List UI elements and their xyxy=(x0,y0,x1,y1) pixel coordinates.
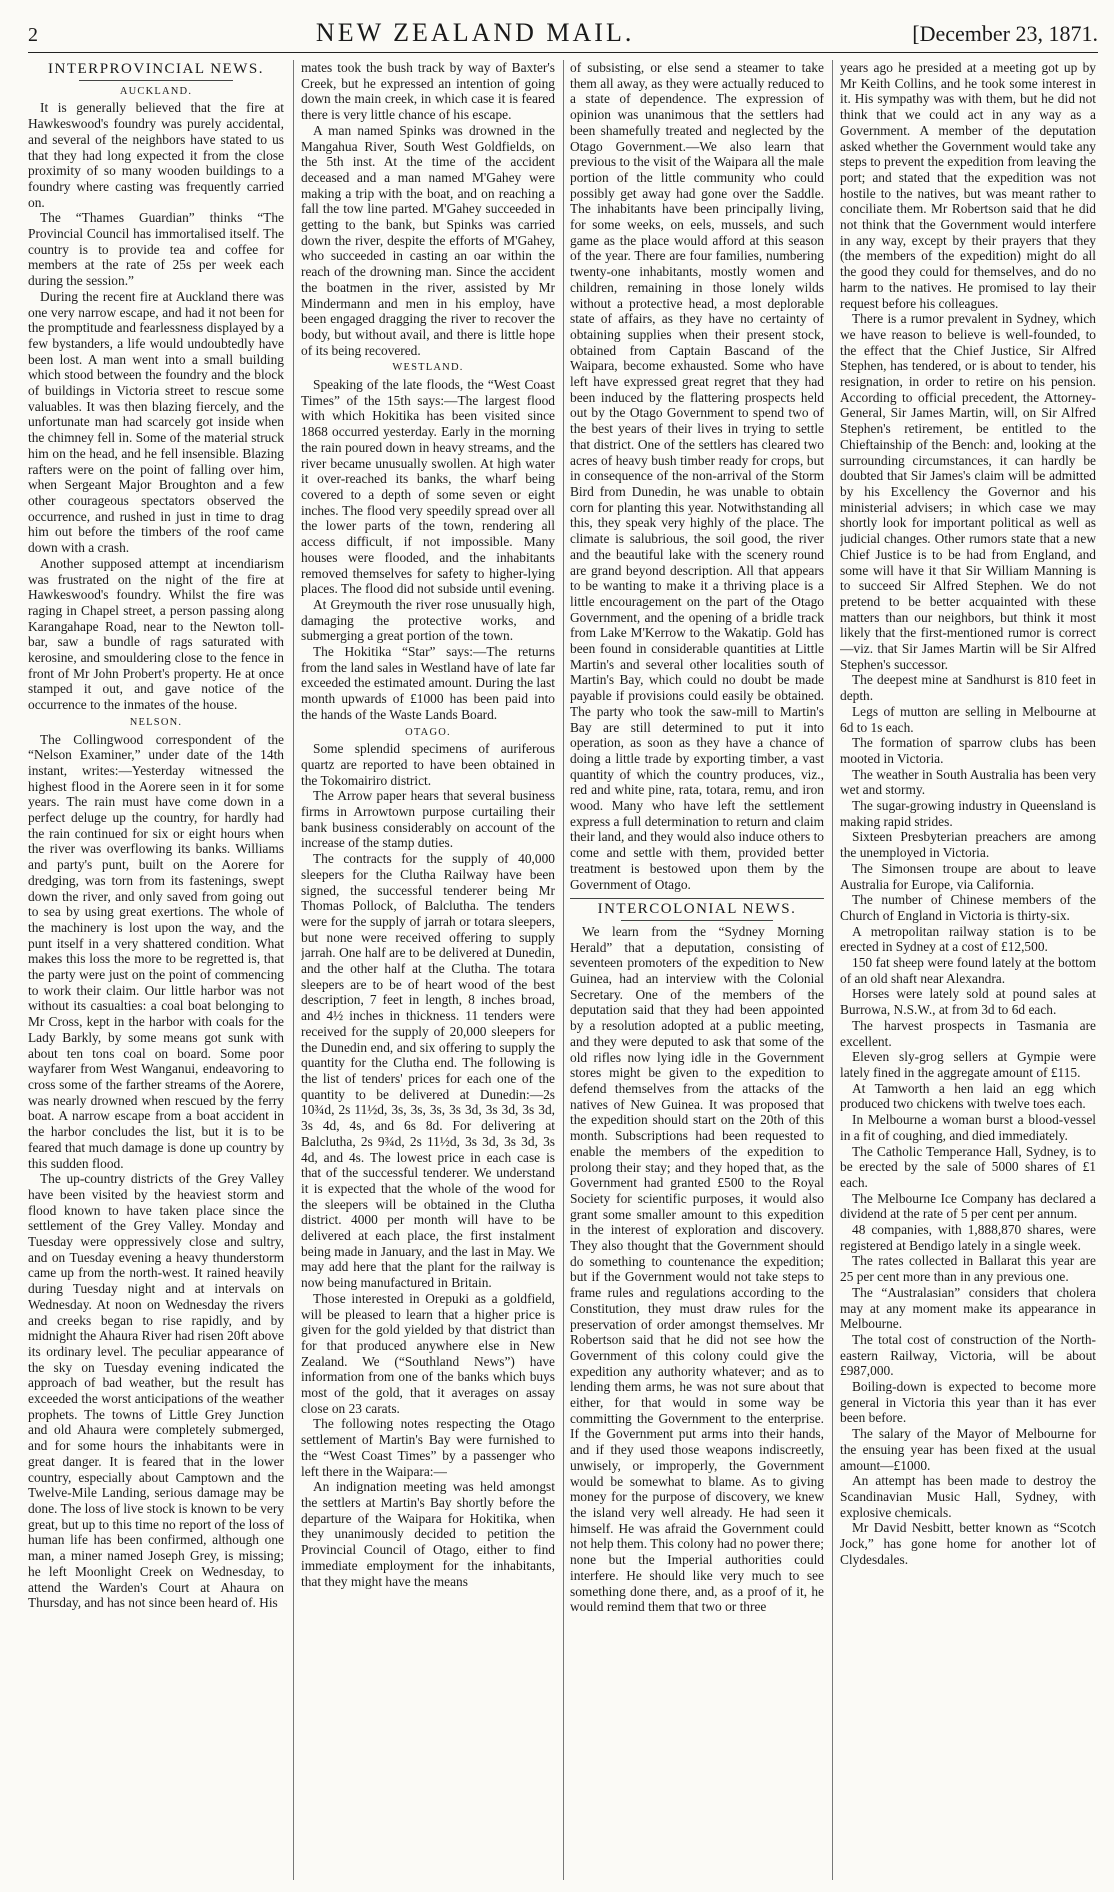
section-rule xyxy=(570,898,824,899)
column-4 xyxy=(840,60,1096,1882)
news-item: The weather in South Australia has been very wet and stormy. xyxy=(840,766,1096,798)
article-paragraph: The Hokitika “Star” says:—The returns from the land sales in Westland have of late far exceeded the estimated amount. During the last month upwards of £1000 has been paid into the hands of the Waste Lands Board. xyxy=(301,644,555,722)
article-paragraph: An indignation meeting was held amongst the settlers at Martin's Bay shortly before the departure of the Waipara for Hokitika, when they unanimously decided to petition the Provincial Council of Otago, either to find immediate employment for the inhabitants, that they might have the means xyxy=(301,1479,555,1589)
news-item: A metropolitan railway station is to be erected in Sydney at a cost of £12,500. xyxy=(840,923,1096,955)
article-paragraph: Those interested in Orepuki as a goldfield, will be pleased to learn that a higher price is given for the gold yielded by that district than for that produced anywhere else in New Zealand. We (“Southland News”) have information from one of the banks which buys most of the gold, that it averages on assay close on 23 carats. xyxy=(301,1290,555,1416)
article-paragraph: There is a rumor prevalent in Sydney, which we have reason to believe is well-founded, to the effect that the Chief Justice, Sir Alfred Stephen, has tendered, or is about to tender, his resignation, in order to retire on his pension. According to official precedent, the Attorney-General, Sir James Martin, will, on Sir Alfred Stephen's retirement, be entitled to the Chieftainship of the Bench: and, looking at the surrounding circumstances, it can hardly be doubted that Sir James's claim will be admitted by his Excellency the Governor and his ministerial advisers; in which case we may shortly look for important political as well as judicial changes. Other rumors state that a new Chief Justice is to be had from England, and some will have it that Sir William Manning is to succeed Sir Alfred Stephen. We do not pretend to be better acquainted with these matters than our neighbors, but think it most likely that the first-mentioned rumor is correct—viz. that Sir James Martin will be Sir Alfred Stephen's successor. xyxy=(840,311,1096,672)
article-paragraph: The contracts for the supply of 40,000 sleepers for the Clutha Railway have been signed, the successful tenderer being Mr Thomas Pollock, of Balclutha. The tenders were for the supply of jarrah or totara sleepers, but none were received offering to supply jarrah. One half are to be delivered at Dunedin, and the other half at the Clutha. The totara sleepers are to be of heart wood of the best description, 7 feet in length, 8 inches broad, and 4½ inches in thickness. 11 tenders were received for the supply of 20,000 sleepers for the Dunedin end, and six offering to supply the quantity for the Clutha end. The following is the list of tenders' prices for each one of the quantity to be delivered at Dunedin:—2s 10¾d, 2s 11½d, 3s, 3s, 3s, 3s 3d, 3s 3d, 3s 3d, 3s 4d, 4s, and 6s 8d. For delivering at Balclutha, 2s 9¾d, 2s 11½d, 3s 3d, 3s 3d, 3s 4d, and 4s. The lowest price in each case is that of the successful tenderer. We understand it is expected that the whole of the wood for the sleepers will be obtained in the Clutha district. 4000 per month will have to be delivered at each place, the first instalment being made in January, and the last in May. We may add here that the plant for the railway is now being manufactured in Britain. xyxy=(301,851,555,1291)
heading-rule xyxy=(79,80,233,81)
column-divider xyxy=(832,60,833,1880)
column-divider xyxy=(293,60,294,1880)
news-item: 48 companies, with 1,888,870 shares, were registered at Bendigo lately in a single week. xyxy=(840,1222,1096,1253)
article-paragraph: years ago he presided at a meeting got up by Mr Keith Collins, and he took some interest in it. His sympathy was with them, but he did not think that we could act in any way as a Government. A member of the deputation asked whether the Government would take any steps to prevent the expedition from leaving the port; and stated that the expedition was not hostile to the natives, but was meant rather to conciliate them. Mr Robertson said that he did not think that the Government would interfere in any way, except by their prayers that they (the members of the expedition) might do all the good they could for themselves, and do no harm to the natives. He promised to lay their request before his colleagues. xyxy=(840,60,1096,311)
masthead xyxy=(28,18,1098,53)
news-item: The salary of the Mayor of Melbourne for the ensuing year has been fixed at the usual amount—£1000. xyxy=(840,1426,1096,1473)
article-paragraph: Another supposed attempt at incendiarism was frustrated on the night of the fire at Hawkeswood's foundry. Whilst the fire was raging in Chapel street, a person passing along Karangahape Road, near to the Newton toll-bar, saw a bundle of rags saturated with kerosine, and smouldering close to the fence in front of Mr John Probert's property. He at once stamped it out, and gave notice of the occurrence to the inmates of the house. xyxy=(28,555,284,713)
article-paragraph: mates took the bush track by way of Baxter's Creek, but he expressed an intention of going down the main creek, in which case it is feared there is very little chance of his escape. xyxy=(301,60,555,123)
subheading-otago: OTAGO. xyxy=(405,726,451,738)
news-item: The total cost of construction of the North-eastern Railway, Victoria, will be about £987,000. xyxy=(840,1331,1096,1379)
article-paragraph: A man named Spinks was drowned in the Mangahua River, South West Goldfields, on the 5th inst. At the time of the accident deceased and a man named M'Gahey were making a trip with the boat, and on reaching a fall the tow line parted. M'Gahey succeeded in getting to the bank, but Spinks was carried down the river, despite the efforts of M'Gahey, who succeeded in casting an oar within the reach of the drowning man. Since the accident the boatmen in the river, assisted by Mr Mindermann and men in his employ, have been engaged dragging the river to recover the body, but without avail, and there is little hope of its being recovered. xyxy=(301,122,555,358)
news-item: An attempt has been made to destroy the Scandinavian Music Hall, Sydney, with explosive chemicals. xyxy=(840,1473,1096,1520)
news-item: The Simonsen troupe are about to leave Australia for Europe, via California. xyxy=(840,860,1096,892)
article-paragraph: The “Thames Guardian” thinks “The Provincial Council has immortalised itself. The country is to provide tea and coffee for members at the rate of 25s per week each during the session.” xyxy=(28,210,284,289)
news-item: Eleven sly-grog sellers at Gympie were lately fined in the aggregate amount of £115. xyxy=(840,1049,1096,1080)
article-paragraph: During the recent fire at Auckland there was one very narrow escape, and had it not been for the promptitude and fearlessness displayed by a few bystanders, a life would undoubtedly have been lost. A man went into a small building which stood between the foundry and the block of buildings in Victoria street to rescue some valuables. It was then blazing fiercely, and the unfortunate man had scarcely got inside when the chimney fell in. Some of the material struck him on the head, and he fell insensible. Blazing rafters were on the point of falling over him, when Sergeant Major Broughton and a few other courageous spectators observed the occurrence, and rushed in just in time to drag him out before the timbers of the roof came down with a crash. xyxy=(28,288,284,556)
news-item: The rates collected in Ballarat this year are 25 per cent more than in any previous one. xyxy=(840,1253,1096,1285)
column-3 xyxy=(570,60,824,1882)
column-2 xyxy=(301,60,555,1882)
news-item: Boiling-down is expected to become more general in Victoria this year than it has ever been before. xyxy=(840,1379,1096,1426)
heading-rule xyxy=(621,920,773,921)
newspaper-title: NEW ZEALAND MAIL. xyxy=(315,18,635,47)
news-item: At Tamworth a hen laid an egg which produced two chickens with twelve toes each. xyxy=(840,1080,1096,1112)
news-item: The deepest mine at Sandhurst is 810 feet in depth. xyxy=(840,672,1096,704)
news-item: The sugar-growing industry in Queensland is making rapid strides. xyxy=(840,798,1096,829)
news-item: The formation of sparrow clubs has been mooted in Victoria. xyxy=(840,735,1096,766)
news-item: Horses were lately sold at pound sales at Burrowa, N.S.W., at from 3d to 6d each. xyxy=(840,986,1096,1018)
news-item: Mr David Nesbitt, better known as “Scotch Jock,” has gone home for another lot of Clydesdales. xyxy=(840,1520,1096,1567)
article-paragraph: Some splendid specimens of auriferous quartz are reported to have been obtained in the Tokomairiro district. xyxy=(301,741,555,788)
news-item: 150 fat sheep were found lately at the bottom of an old shaft near Alexandra. xyxy=(840,955,1096,986)
article-paragraph: The following notes respecting the Otago settlement of Martin's Bay were furnished to the “West Coast Times” by a passenger who left there in the Waipara:— xyxy=(301,1416,555,1479)
article-paragraph: of subsisting, or else send a steamer to take them all away, as they were actually reduced to a state of dependence. The expression of opinion was unanimous that the settlers had been shamefully treated and neglected by the Otago Government.—We also learn that previous to the visit of the Waipara all the male portion of the little community who could possibly get away had gone over the Saddle. The inhabitants have been principally living, for some weeks, on eels, mussels, and such game as the place would afford at this season of the year. There are four families, numbering twenty-one inhabitants, mostly women and children, remaining in those lonely wilds without a protective head, a most deplorable state of affairs, as they have no certainty of obtaining supplies when their present stock, obtained from Captain Bascand of the Waipara, become exhausted. Some who have left have expressed great regret that they had been induced by the flattering prospects held out by the Otago Government to spend two of the best years of their lives in trying to settle that district. One of the settlers has cleared two acres of heavy bush timber ready for crops, but in consequence of the non-arrival of the Storm Bird from Dunedin, he was unable to obtain corn for planting this year. Notwithstanding all this, they speak very highly of the place. The climate is salubrious, the soil good, the river and the beautiful lake with the scenery round are grand beyond description. All that appears to be wanting to make it a thriving place is a little encouragement on the part of the Otago Government, and the opening of a bridle track from Lake M'Kerrow to the Wakatip. Gold has been found in considerable quantities at Little Martin's and several other localities south of Martin's Bay, which could no doubt be made payable if provisions could easily be obtained. The party who took the saw-mill to Martin's Bay are still determined to put it into operation, as soon as they have a chance of doing a little trade by exporting timber, a vast quantity of which the country produces, viz., red and white pine, rata, totara, remu, and iron wood. Many who have left the settlement express a full determination to return and claim their land, and they would also induce others to come and settle with them, provided better treatment is bestowed upon them by the Government of Otago. xyxy=(570,60,824,892)
news-item: Legs of mutton are selling in Melbourne at 6d to 1s each. xyxy=(840,703,1096,735)
news-item: In Melbourne a woman burst a blood-vessel in a fit of coughing, and died immediately. xyxy=(840,1112,1096,1143)
subheading-auckland: AUCKLAND. xyxy=(119,85,193,97)
article-paragraph: The Arrow paper hears that several business firms in Arrowtown purpose curtailing their bank business considerably on account of the increase of the stamp duties. xyxy=(301,788,555,851)
news-item: The “Australasian” considers that cholera may at any moment make its appearance in Melbourne. xyxy=(840,1284,1096,1332)
news-item: The Melbourne Ice Company has declared a dividend at the rate of 5 per cent per annum. xyxy=(840,1190,1096,1222)
article-paragraph: At Greymouth the river rose unusually high, damaging the protective works, and submerging a great portion of the town. xyxy=(301,596,555,644)
column-divider xyxy=(563,60,564,1880)
subheading-westland: WESTLAND. xyxy=(392,362,464,374)
section-heading-intercolonial: INTERCOLONIAL NEWS. xyxy=(597,901,797,918)
issue-date: [December 23, 1871. xyxy=(912,21,1098,46)
article-paragraph: The up-country districts of the Grey Valley have been visited by the heaviest storm and flood known to have taken place since the settlement of the Grey Valley. Monday and Tuesday were oppressively close and sultry, and on Tuesday evening a heavy thunderstorm came up from the north-west. It rained heavily during Tuesday night and at intervals on Wednesday. At noon on Wednesday the rivers and creeks began to rise rapidly, and by midnight the Ahaura River had risen 20ft above its ordinary level. The peculiar appearance of the sky on Tuesday evening indicated the approach of bad weather, but the result has exceeded the worst anticipations of the weather prophets. The towns of Little Grey Junction and old Ahaura were completely submerged, and for some hours the inhabitants were in great danger. It is feared that in the lower country, especially about Camptown and the Twelve-Mile Landing, serious damage may be done. The loss of live stock is known to be very great, but up to this time no report of the loss of human life has been confirmed, although one man, a miner named Joseph Grey, is missing; he left Moonlight Creek on Wednesday, to attend the Warden's Court at Ahaura on Thursday, and has not since been heard of. His xyxy=(28,1171,284,1611)
article-paragraph: We learn from the “Sydney Morning Herald” that a deputation, consisting of seventeen promoters of the expedition to New Guinea, had an interview with the Colonial Secretary. One of the members of the deputation said that they had been appointed by a resolution adopted at a public meeting, and they were deputed to ask that some of the old rifles now lying idle in the Government stores might be given to the expedition to defend themselves from the attacks of the natives of New Guinea. It was proposed that the expedition should start on the 20th of this month. Subscriptions had been requested to enable the members of the expedition to prolong their stay; and they hoped that, as the Government had granted £500 to the Royal Society for scientific purposes, it would also grant some smaller amount to this expedition in the interest of exploration and discovery. They also thought that the Government should do something to countenance the expedition; but if the Government would not take steps to frame rules and regulations according to the Constitution, they must draw rules for the preservation of order amongst themselves. Mr Robertson said that he did not see how the Government of this colony could give the expedition any authority whatever; and as to lending them arms, he was not sure about that either, for that would in some way be committing the Government to the enterprise. If the Government put arms into their hands, and if they used those weapons indiscreetly, unwisely, or improperly, the Government would be somewhat to blame. As to giving money for the purpose of discovery, we knew the island very well already. He had seen it himself. He was afraid the Government could not help them. This colony had no power there; none but the Imperial authorities could interfere. He should like very much to see something done there, and, as a proof of it, he would remind them that two or three xyxy=(570,923,824,1615)
article-paragraph: The Collingwood correspondent of the “Nelson Examiner,” under date of the 14th instant, writes:—Yesterday witnessed the highest flood in the Aorere seen in it for some years. The rain must have come down in a perfect deluge up the country, for hardly had the rain continued for six or eight hours when the river was overflowing its banks. Williams and party's punt, built on the Aorere for dredging, was torn from its fastenings, swept down the river, and only saved from going out to sea by using great exertions. The whole of the machinery is lost upon the way, and the punt itself in a very shattered condition. What makes this loss the more to be regretted is, that the party were just on the point of commencing to work their claim. Our little harbor was not without its casualties: a coal boat belonging to Mr Cross, kept in the harbor with coals for the Lady Barkly, by some means got sunk with about ten tons coal on board. Some poor wayfarer from West Wanganui, endeavoring to cross some of the farther streams of the Aorere, was nearly drowned when rescued by the ferry boat. A narrow escape from a boat accident in the harbor concludes the list, but it is to be feared that much damage is done up country by this sudden flood. xyxy=(28,731,284,1171)
page-number: 2 xyxy=(28,24,38,46)
news-item: The Catholic Temperance Hall, Sydney, is to be erected by the sale of 5000 shares of £1 each. xyxy=(840,1143,1096,1190)
article-paragraph: It is generally believed that the fire at Hawkeswood's foundry was purely accidental, and several of the neighbors have stated to us that they had long expected it from the close proximity of so many wooden buildings to a foundry where casting was frequently carried on. xyxy=(28,100,284,210)
article-paragraph: Speaking of the late floods, the “West Coast Times” of the 15th says:—The largest flood with which Hokitika has been visited since 1868 occurred yesterday. Early in the morning the rain poured down in heavy streams, and the river became unusually swollen. At high water it over-reached its banks, the wharf being covered to a depth of some seven or eight inches. The flood very speedily spread over all the lower parts of the town, rendering all access difficult, if not impossible. Many houses were flooded, and the inhabitants removed themselves for safety to higher-lying places. The flood did not subside until evening. xyxy=(301,377,555,597)
news-item: The number of Chinese members of the Church of England in Victoria is thirty-six. xyxy=(840,892,1096,923)
news-item: The harvest prospects in Tasmania are excellent. xyxy=(840,1017,1096,1049)
column-1 xyxy=(28,60,284,1882)
section-heading-interprovincial: INTERPROVINCIAL NEWS. xyxy=(48,61,264,77)
news-item: Sixteen Presbyterian preachers are among the unemployed in Victoria. xyxy=(840,829,1096,861)
subheading-nelson: NELSON. xyxy=(129,716,183,728)
